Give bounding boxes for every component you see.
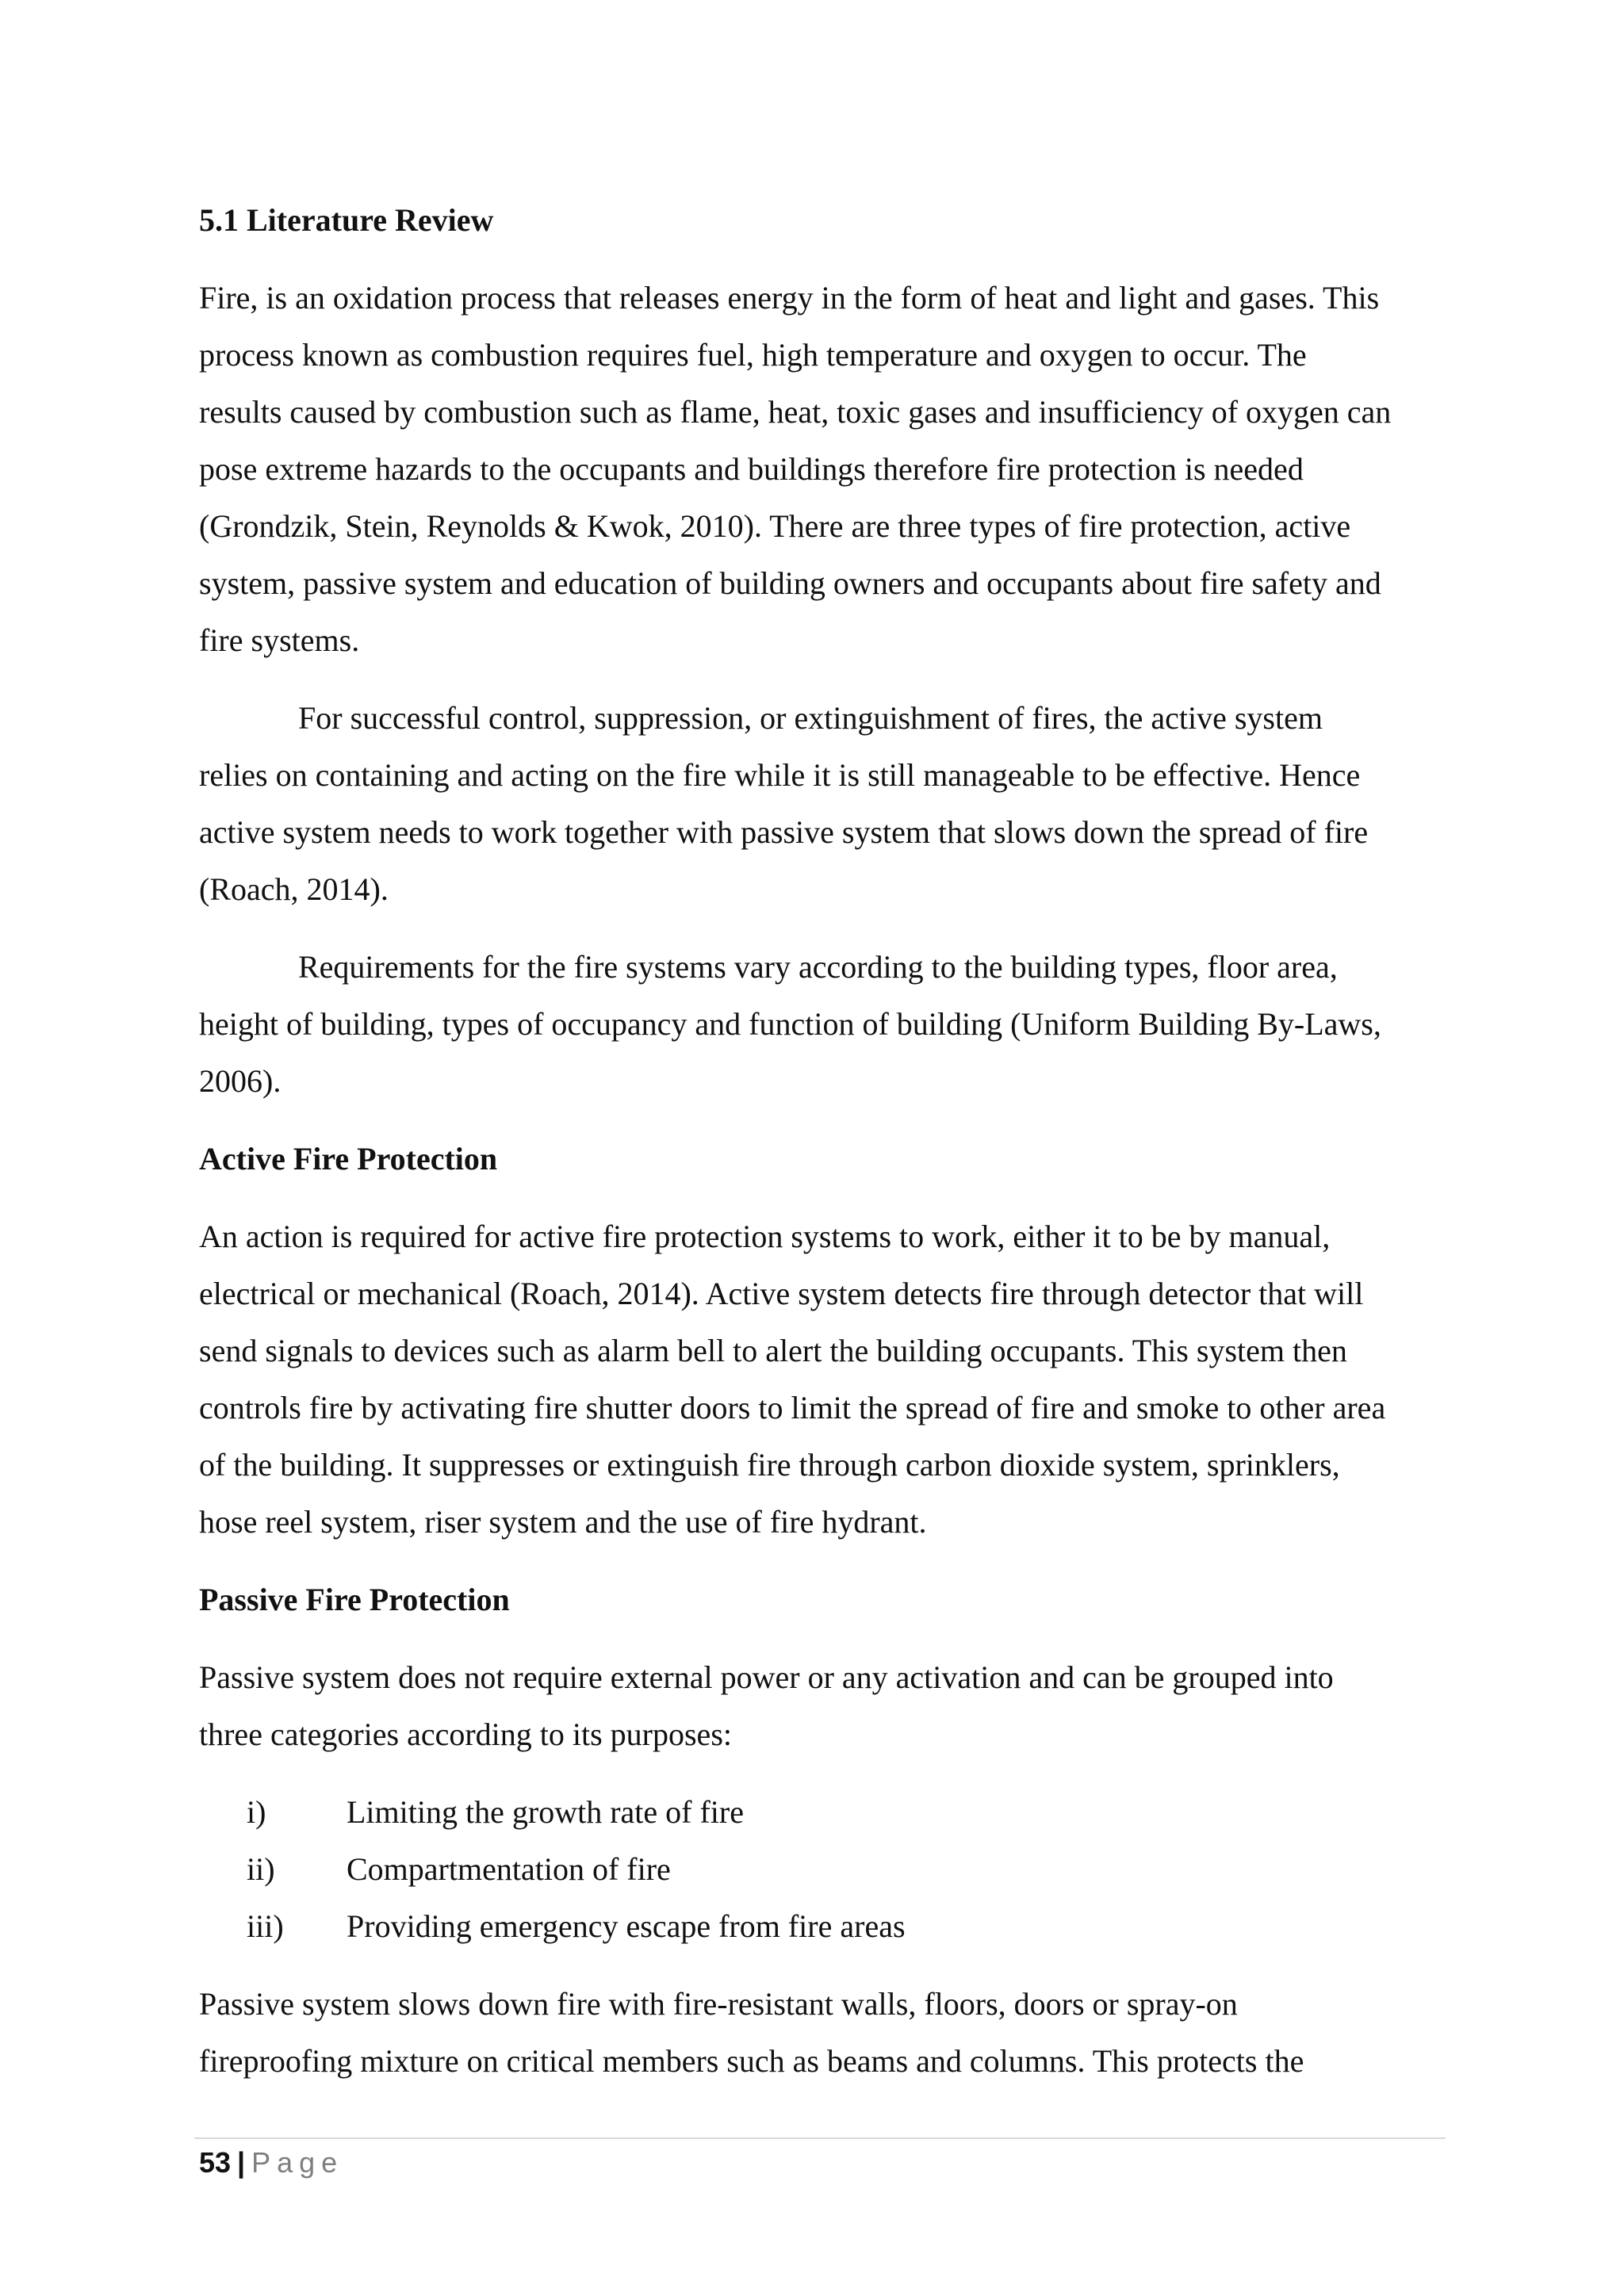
paragraph-requirements: Requirements for the fire systems vary according to the building types, floor area, height of building, types of occupancy and function of building (Uniform Building By-Laws, 2006). xyxy=(199,949,1381,1099)
paragraph-passive-outro: Passive system slows down fire with fire-resistant walls, floors, doors or spray-on fireproofing mixture on critical members such as beams and columns. This protects the xyxy=(199,1986,1304,2079)
list-item-text: Limiting the growth rate of fire xyxy=(347,1794,744,1830)
section-heading-literature-review: 5.1 Literature Review xyxy=(199,202,494,238)
list-item-text: Compartmentation of fire xyxy=(347,1851,671,1887)
list-item-number: ii) xyxy=(247,1851,275,1887)
footer-separator: | xyxy=(237,2146,246,2179)
paragraph-fire-definition: Fire, is an oxidation process that releases energy in the form of heat and light and gases. This process known as combustion requires fuel, high temperature and oxygen to occur. The results caused by combustion such as flame, heat, toxic gases and insufficiency of oxygen can pose extreme hazards to the occupants and buildings therefore fire protection is needed (Grondzik, Stein, Reynolds & Kwok, 2010). There are three types of fire protection, active system, passive system and education of building owners and occupants about fire safety and fire systems. xyxy=(199,280,1392,658)
page-label: Page xyxy=(251,2146,344,2179)
footer-divider xyxy=(194,2137,1446,2139)
paragraph-active-fire-protection: An action is required for active fire protection systems to work, either it to be by manual, electrical or mechanical (Roach, 2014). Active system detects fire through detector that will send signals to devices such as alarm bell to alert the building occupants. This system then controls fire by activating fire shutter doors to limit the spread of fire and smoke to other area of the building. It suppresses or extinguish fire through carbon dioxide system, sprinklers, hose reel system, riser system and the use of fire hydrant. xyxy=(199,1219,1386,1540)
page-footer xyxy=(199,2144,343,2182)
paragraph-active-system-control: For successful control, suppression, or extinguishment of fires, the active system relies on containing and acting on the fire while it is still manageable to be effective. Hence active system needs to work together with passive system that slows down the spread of fire (Roach, 2014). xyxy=(199,700,1369,907)
list-item-text: Providing emergency escape from fire areas xyxy=(347,1908,906,1944)
list-item xyxy=(199,1898,1444,1955)
section-heading-passive-fire-protection: Passive Fire Protection xyxy=(199,1582,510,1617)
passive-purposes-list xyxy=(199,1784,1444,1955)
paragraph-passive-intro: Passive system does not require external power or any activation and can be grouped into three categories according to its purposes: xyxy=(199,1659,1334,1752)
list-item-number: iii) xyxy=(247,1908,284,1944)
page-content xyxy=(199,192,1444,2090)
list-item xyxy=(199,1841,1444,1898)
list-item-number: i) xyxy=(247,1794,266,1830)
section-heading-active-fire-protection: Active Fire Protection xyxy=(199,1141,498,1177)
page-number: 53 xyxy=(199,2146,232,2179)
list-item xyxy=(199,1784,1444,1841)
